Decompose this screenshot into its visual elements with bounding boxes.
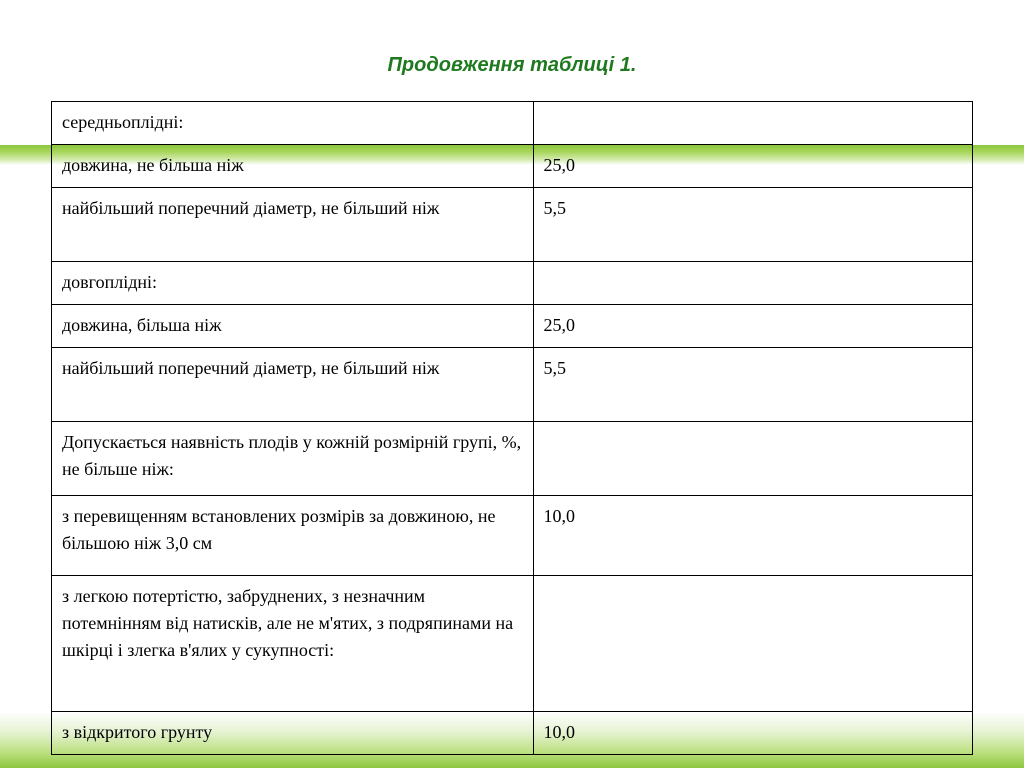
row-value: [533, 576, 972, 712]
table-row: [52, 576, 973, 712]
row-value: [533, 102, 972, 145]
row-label: найбільший поперечний діаметр, не більший ніж: [52, 188, 534, 262]
page-title: Продовження таблиці 1.: [387, 54, 637, 76]
row-value: [533, 422, 972, 496]
table-row: [52, 712, 973, 755]
row-label: довжина, більша ніж: [52, 305, 534, 348]
row-label: з відкритого грунту: [52, 712, 534, 755]
row-label: з легкою потертістю, забруднених, з незначним потемнінням від натисків, але не м'ятих, з подряпинами на шкірці і злегка в'ялих у сукупності:: [52, 576, 534, 712]
row-value: 25,0: [533, 145, 972, 188]
row-label: довжина, не більша ніж: [52, 145, 534, 188]
row-label: Допускається наявність плодів у кожній розмірній групі, %, не більше ніж:: [52, 422, 534, 496]
row-label: середньоплідні:: [52, 102, 534, 145]
table-row: [52, 188, 973, 262]
row-value: [533, 262, 972, 305]
row-value: 5,5: [533, 188, 972, 262]
row-value: 5,5: [533, 348, 972, 422]
table-row: [52, 102, 973, 145]
row-value: 25,0: [533, 305, 972, 348]
table-row: [52, 305, 973, 348]
table-row: [52, 348, 973, 422]
table-row: [52, 496, 973, 576]
row-label: з перевищенням встановлених розмірів за довжиною, не більшою ніж 3,0 см: [52, 496, 534, 576]
row-label: найбільший поперечний діаметр, не більший ніж: [52, 348, 534, 422]
row-label: довгоплідні:: [52, 262, 534, 305]
table-row: [52, 422, 973, 496]
row-value: 10,0: [533, 712, 972, 755]
table-row: [52, 145, 973, 188]
table-row: [52, 262, 973, 305]
row-value: 10,0: [533, 496, 972, 576]
specification-table: [51, 101, 973, 755]
